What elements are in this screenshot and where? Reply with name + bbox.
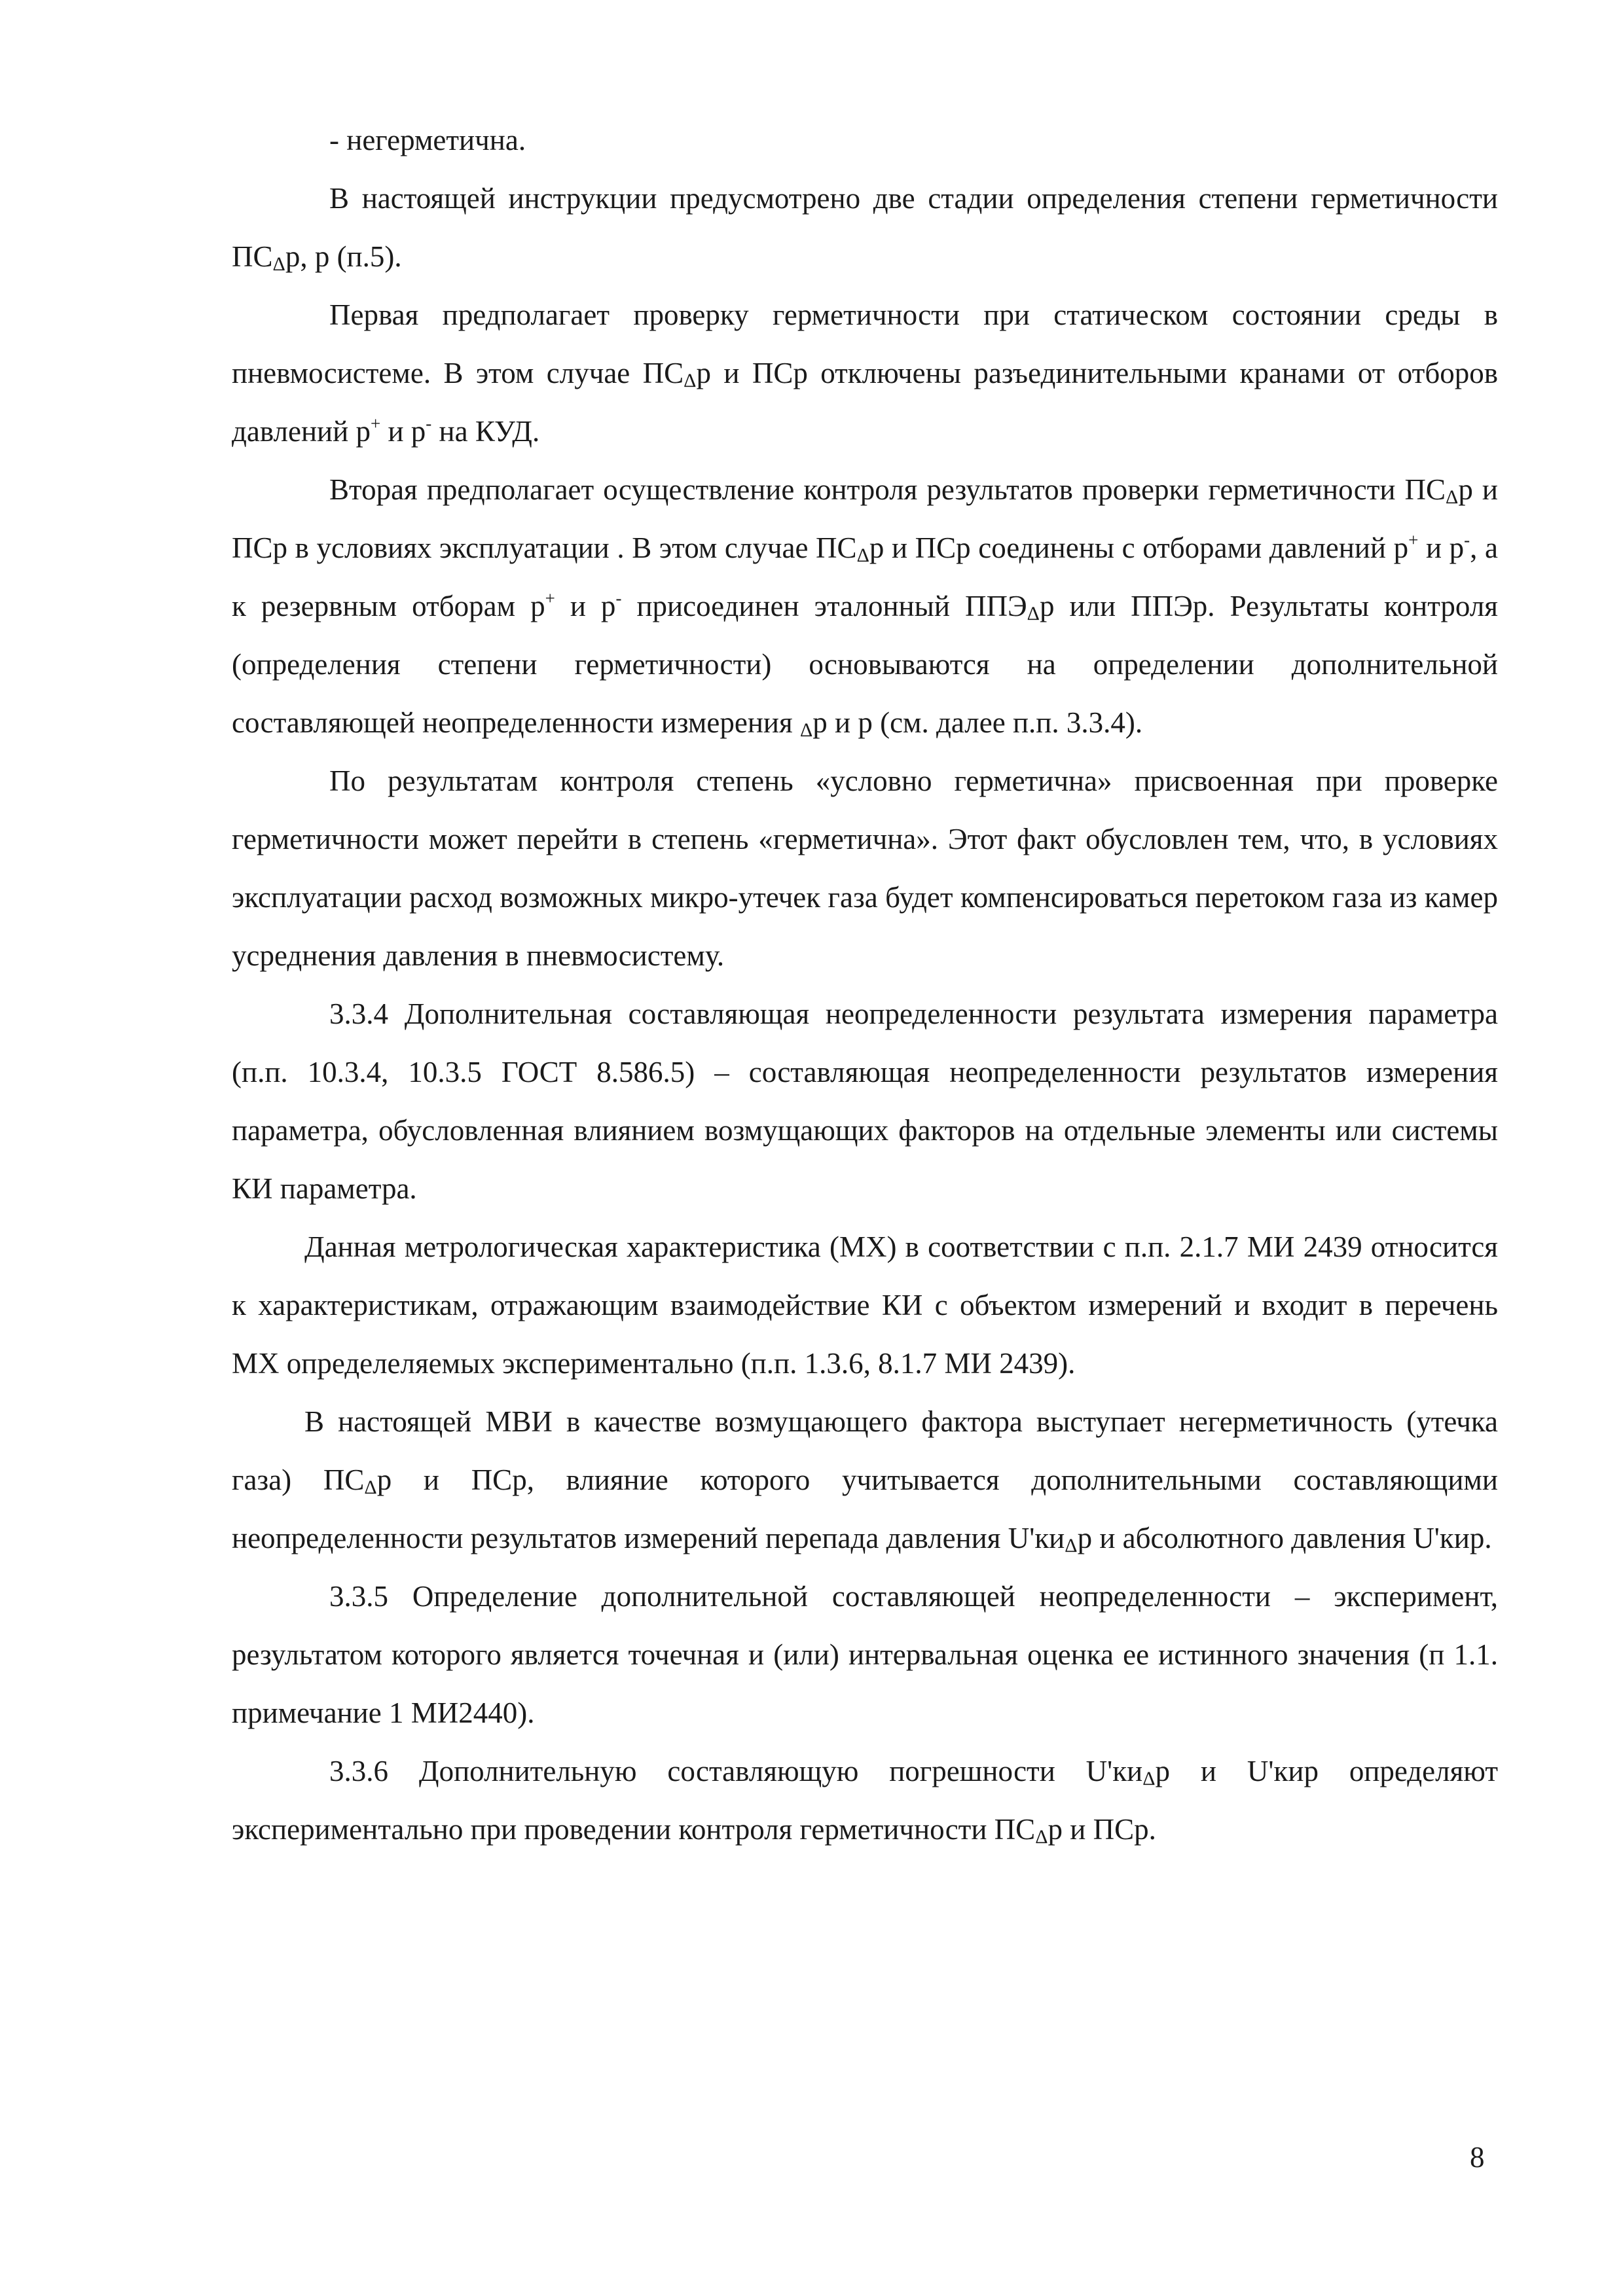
paragraph-disturbing-factor: В настоящей МВИ в качестве возмущающего фактора выступает негерметичность (утечка газа) $ПС_\Delta р$ и ПСр, влияние которого учитывается дополнительными составляющими неопределенности результатов измерений перепада давления $U'ки_\Delta р$ и абсолютного давления U'кир.	[232, 1405, 1498, 1556]
paragraph-3-3-6: 3.3.6 Дополнительную составляющую погрешности $U'ки_\Delta р$ и U'кир определяют экспериментально при проведении контроля герметичности $ПС_\Delta р$ и ПСр.	[232, 1755, 1498, 1848]
paragraph-metrological-characteristic: Данная метрологическая характеристика (МХ) в соответствии с п.п. 2.1.7 МИ 2439 относится к характеристикам, отражающим взаимодействие КИ с объектом измерений и входит в перечень МХ определеляемых экспериментально (п.п. 1.3.6, 8.1.7 МИ 2439).	[232, 1230, 1498, 1380]
paragraph-second-stage: Вторая предполагает осуществление контроля результатов проверки герметичности $ПС_\Delta р$ и ПСр в условиях эксплуатации . В этом случае $ПС_\Delta р$ и ПСр соединены с отборами давлений р+ и р-, а к резервным отборам р+ и р- присоединен эталонный $ППЭ_\Delta р$ или ППЭр. Результаты контроля (определения степени герметичности) основываются на определении дополнительной составляющей неопределенности измерения $_\Delta$р и р (см. далее п.п. 3.3.4).	[232, 473, 1498, 741]
document-body	[232, 111, 1498, 1859]
paragraph-3-3-4: 3.3.4 Дополнительная составляющая неопределенности результата измерения параметра (п.п. 10.3.4, 10.3.5 ГОСТ 8.586.5) – составляющая неопределенности результатов измерения параметра, обусловленная влиянием возмущающих факторов на отдельные элементы или системы КИ параметра.	[232, 997, 1498, 1205]
paragraph-two-stages: В настоящей инструкции предусмотрено две стадии определения степени герметичности $ПС_\Delta р$, р (п.5).	[232, 182, 1498, 275]
page-number: 8	[1470, 2141, 1485, 2174]
paragraph-control-results: По результатам контроля степень «условно герметична» присвоенная при проверке герметичности может перейти в степень «герметична». Этот факт обусловлен тем, что, в условиях эксплуатации расход возможных микро-утечек газа будет компенсироваться перетоком газа из камер усреднения давления в пневмосистему.	[232, 764, 1498, 972]
paragraph-3-3-5: 3.3.5 Определение дополнительной составляющей неопределенности – эксперимент, результатом которого является точечная и (или) интервальная оценка ее истинного значения (п 1.1. примечание 1 МИ2440).	[232, 1580, 1498, 1729]
paragraph-negermetichna: - негерметична.	[329, 124, 526, 156]
paragraph-first-stage: Первая предполагает проверку герметичности при статическом состоянии среды в пневмосистеме. В этом случае $ПС_\Delta р$ и ПСр отключены разъединительными кранами от отборов давлений р+ и р- на КУД.	[232, 298, 1498, 448]
